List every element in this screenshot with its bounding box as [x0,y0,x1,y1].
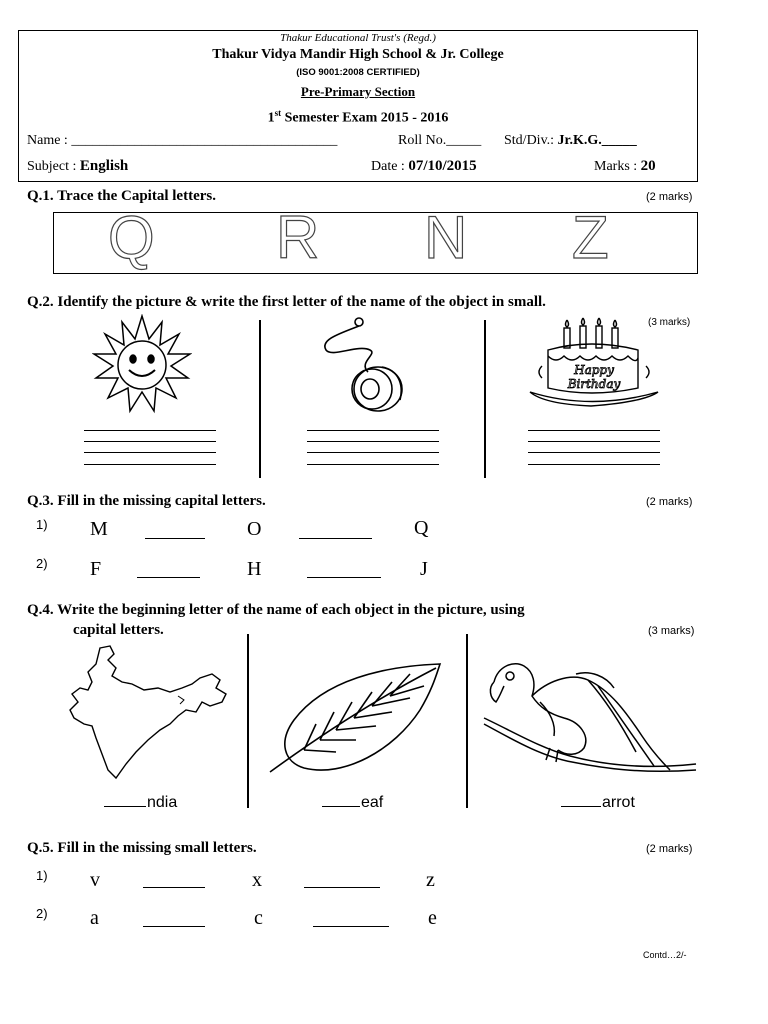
q2-title: Q.2. Identify the picture & write the first letter of the name of the object in small. [27,294,546,310]
q4-marks: (3 marks) [648,625,695,637]
trace-letter-r: R [276,204,320,271]
q5-row2-letter-1: a [90,907,99,929]
q2-marks: (3 marks) [648,317,691,328]
name-field: Name : ______________________________________ [27,133,338,148]
q3-row1-number: 1) [36,517,48,532]
exam-text: Semester Exam 2015 - 2016 [284,110,449,126]
date-field [371,158,477,175]
q4-divider-1 [247,634,249,808]
q5-row2-letter-3: e [428,907,437,929]
writing-line [528,452,660,453]
writing-line [307,430,439,431]
q5-row2-blank-1 [143,926,205,927]
caption-leaf-text: eaf [361,794,384,811]
writing-line [528,441,660,442]
writing-line [528,430,660,431]
writing-line [307,441,439,442]
writing-line [84,452,216,453]
std-label: Std/Div.: [504,133,555,148]
q3-row2-letter-3: J [420,558,428,580]
yoyo-icon [318,314,428,414]
writing-line [528,464,660,465]
sun-icon [92,314,192,414]
caption-blank [561,806,601,807]
q5-row1-letter-3: z [426,869,435,891]
caption-blank [322,806,360,807]
q5-marks: (2 marks) [646,843,693,855]
school-name: Thakur Vidya Mandir High School & Jr. College [212,47,504,62]
birthday-cake-icon [524,316,664,411]
q5-row2-letter-2: c [254,907,263,929]
q3-row2-letter-1: F [90,558,102,580]
exam-superscript: st [274,108,282,118]
trace-letter-n: N [424,204,468,271]
q5-title: Q.5. Fill in the missing small letters. [27,840,257,856]
india-map-icon [66,644,236,782]
trace-letter-z: Z [572,204,609,271]
writing-line [84,430,216,431]
q3-row1-letter-1: M [90,518,108,540]
leaf-icon [264,660,444,776]
writing-line [84,464,216,465]
q5-row2-number: 2) [36,906,48,921]
q4-title-line1: Q.4. Write the beginning letter of the name of each object in the picture, using [27,602,525,618]
date-label: Date : [371,159,405,174]
exam-title [18,108,698,127]
caption-india [104,794,177,812]
q5-row1-letter-2: x [252,869,262,891]
q3-row2-blank-1 [137,577,200,578]
std-value: Jr.K.G._____ [557,133,637,148]
subject-field [27,158,128,175]
q1-title: Q.1. Trace the Capital letters. [27,188,216,204]
marks-label: Marks : [594,159,638,174]
continued-note: Contd…2/- [643,950,687,960]
writing-line [307,452,439,453]
subject-label: Subject : [27,159,77,174]
trust-name: Thakur Educational Trust's (Regd.) [280,32,436,44]
q4-divider-2 [466,634,468,808]
marks-value: 20 [640,158,656,174]
cake-text-happy: Happy [574,363,614,377]
q2-divider-2 [484,320,486,478]
q3-row1-letter-3: Q [414,517,429,539]
q3-row1-letter-2: O [247,518,262,540]
cake-text-birthday: Birthday [567,377,621,391]
q3-row1-blank-1 [145,538,205,539]
q5-row1-blank-2 [304,887,380,888]
caption-parrot [561,794,635,812]
caption-leaf [322,794,383,812]
q5-row1-blank-1 [143,887,205,888]
trace-letter-q: Q [108,204,155,271]
marks-field [594,158,656,175]
q5-row2-blank-2 [313,926,389,927]
q3-row2-letter-2: H [247,558,262,580]
q5-row1-number: 1) [36,868,48,883]
q3-row1-blank-2 [299,538,372,539]
subject-value: English [79,158,129,174]
q4-title-line2: capital letters. [73,622,164,638]
q1-marks: (2 marks) [646,191,693,203]
roll-field: Roll No._____ [398,133,482,148]
std-div-field [504,133,637,149]
exam-number: 1 [267,110,275,126]
q3-row2-blank-2 [307,577,381,578]
iso-certified: (ISO 9001:2008 CERTIFIED) [296,67,420,78]
writing-line [307,464,439,465]
parrot-icon [480,652,700,780]
date-value: 07/10/2015 [408,158,477,174]
caption-blank [104,806,146,807]
q3-marks: (2 marks) [646,496,693,508]
caption-india-text: ndia [147,794,178,811]
writing-line [84,441,216,442]
caption-parrot-text: arrot [602,794,635,811]
q5-row1-letter-1: v [90,869,100,891]
q3-title: Q.3. Fill in the missing capital letters. [27,493,266,509]
q3-row2-number: 2) [36,556,48,571]
q2-divider-1 [259,320,261,478]
section-title: Pre-Primary Section [300,84,416,99]
